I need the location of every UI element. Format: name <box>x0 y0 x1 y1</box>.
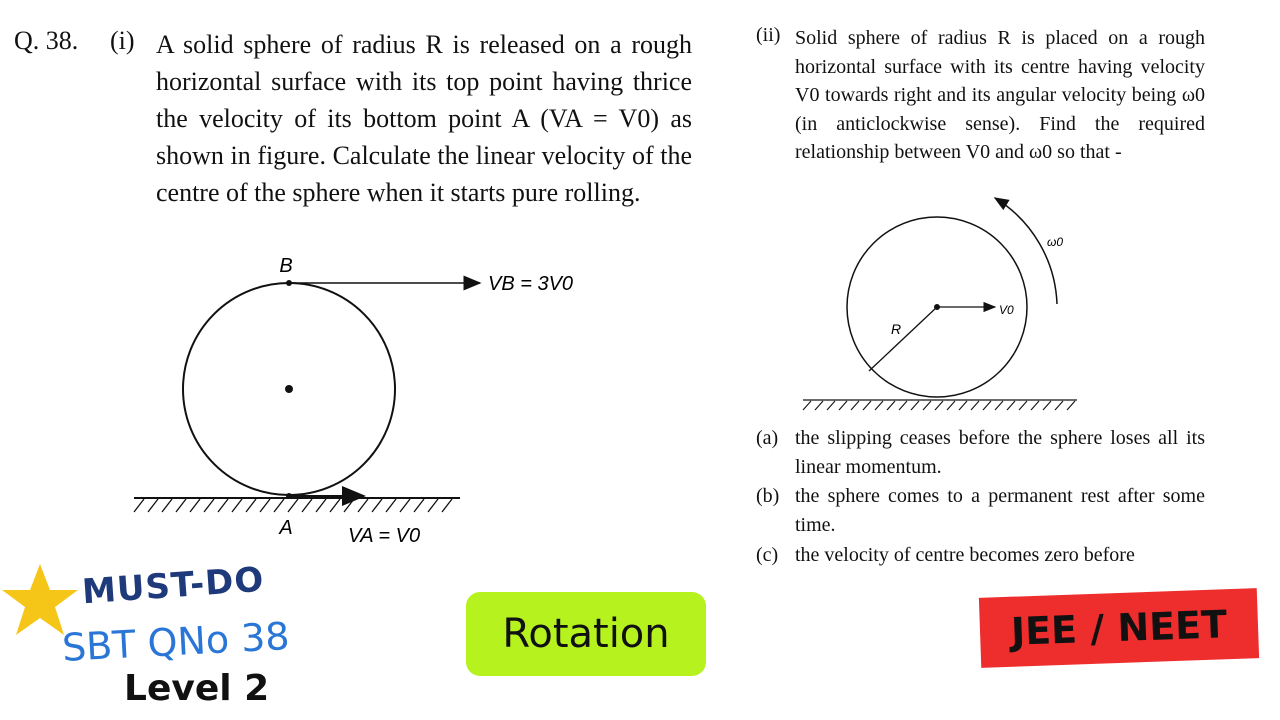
level-badge: Level 2 <box>124 668 270 709</box>
option-b-text: the sphere comes to a permanent rest after some time. <box>795 485 1205 536</box>
figure-sphere-rolling <box>120 250 590 560</box>
option-c-text: the velocity of centre becomes zero before <box>795 544 1135 566</box>
question-part-ii: (ii) <box>756 24 781 46</box>
omega-arc-arrow <box>995 198 1057 304</box>
sbt-question-badge: SBT QNo 38 <box>61 614 291 670</box>
option-c-label: (c) <box>756 544 779 566</box>
label-omega: ω0 <box>1047 235 1064 249</box>
question-part-i: (i) <box>110 26 135 55</box>
label-radius: R <box>891 321 902 337</box>
label-a: A <box>279 517 293 539</box>
question-i-text: A solid sphere of radius R is released on a rough horizontal surface with its top point having thrice the velocity of its bottom point A (VA = V0) as shown in figure. Calculate the linear velocity of the centre of the sphere when it starts pure rolling. <box>156 30 692 207</box>
option-a-label: (a) <box>756 427 779 449</box>
label-vb: VB = 3V0 <box>488 273 574 295</box>
option-b-label: (b) <box>756 485 780 507</box>
must-do-badge: MUST-DO <box>80 559 266 613</box>
radius-line <box>869 307 937 371</box>
question-ii-text: Solid sphere of radius R is placed on a rough horizontal surface with its centre having velocity V0 towards right and its angular velocity being ω0 (in anticlockwise sense). Find the required relationship between V0 and ω0 so that - <box>795 27 1205 163</box>
exam-badge: JEE / NEET <box>979 588 1259 668</box>
label-va: VA = V0 <box>348 525 421 547</box>
ground2-hatch <box>803 401 1075 410</box>
option-a-text: the slipping ceases before the sphere loses all its linear momentum. <box>795 427 1205 478</box>
label-b: B <box>279 255 293 277</box>
question-number: Q. 38. <box>14 26 79 55</box>
topic-badge: Rotation <box>466 592 706 676</box>
sphere-centre <box>285 385 293 393</box>
label-v0: V0 <box>999 303 1014 317</box>
ground-hatch <box>134 499 452 512</box>
figure-sphere-spinning <box>795 190 1095 420</box>
